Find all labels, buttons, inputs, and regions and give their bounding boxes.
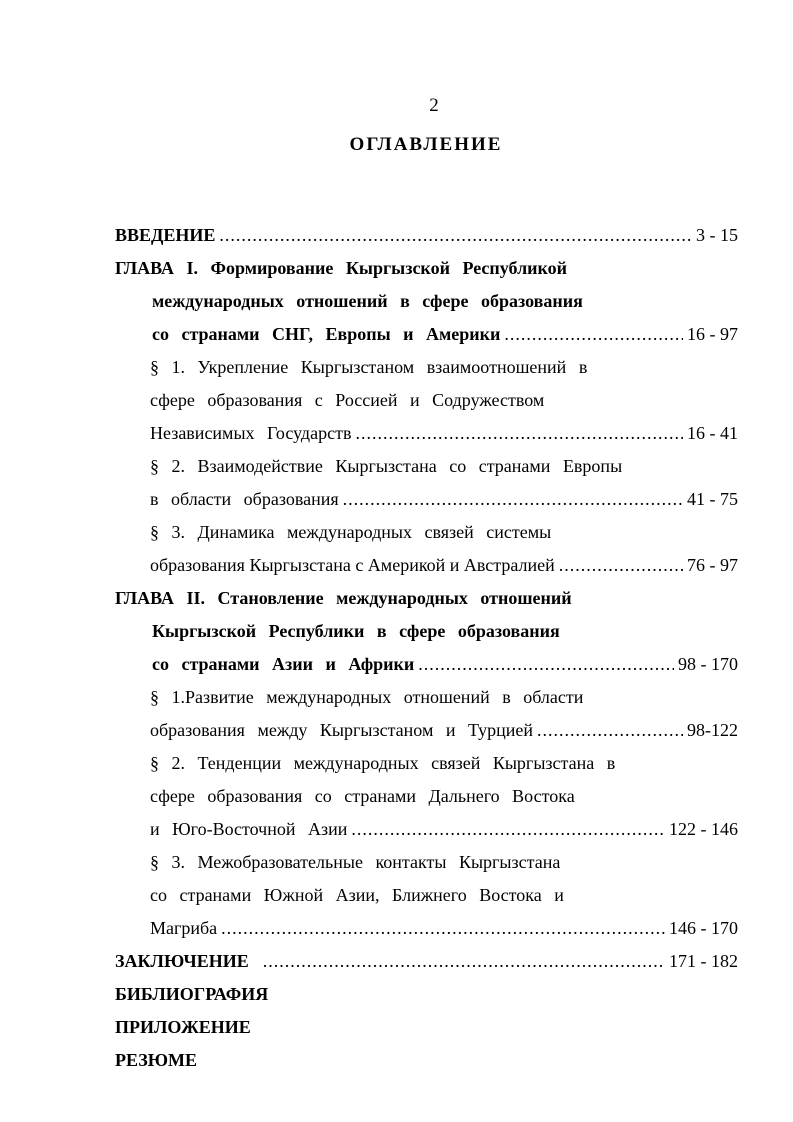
dot-leader: [219, 221, 692, 249]
toc-entry-appendix: ПРИЛОЖЕНИЕ: [115, 1017, 251, 1037]
dot-leader: [559, 551, 683, 579]
dot-leader: [537, 716, 683, 744]
toc-entry-introduction: [115, 221, 738, 254]
toc-entry-text: ЗАКЛЮЧЕНИЕ: [115, 951, 249, 971]
toc-entry-pages: 41 - 75: [687, 489, 738, 509]
toc-entry-pages: 3 - 15: [696, 225, 738, 245]
toc-title: ОГЛАВЛЕНИЕ: [349, 134, 503, 155]
toc-section-2-2-line-2: сфере образования со странами Дальнего Востока: [150, 786, 575, 806]
toc-entry-text: со странами СНГ, Европы и Америки: [152, 324, 501, 344]
toc-chapter-2-line-1: ГЛАВА II. Становление международных отношений: [115, 588, 572, 608]
toc-entry-text: и Юго-Восточной Азии: [150, 819, 348, 839]
toc-section-1-1-line-3: [115, 419, 738, 452]
toc-section-2-3-line-1: § 3. Межобразовательные контакты Кыргызстана: [150, 852, 561, 872]
dot-leader: [351, 815, 665, 843]
toc-entry-pages: 146 - 170: [669, 918, 738, 938]
toc-chapter-2-line-3: [115, 650, 738, 683]
toc-section-2-2-line-1: § 2. Тенденции международных связей Кыргызстана в: [150, 753, 616, 773]
toc-entry-pages: 76 - 97: [687, 555, 738, 575]
page-number: 2: [429, 95, 439, 116]
toc-section-2-1-line-1: § 1.Развитие международных отношений в области: [150, 687, 584, 707]
dot-leader: [343, 485, 683, 513]
toc-chapter-1-line-3: [115, 320, 738, 353]
toc-entry-pages: 16 - 41: [687, 423, 738, 443]
toc-chapter-1-line-2: международных отношений в сфере образования: [152, 291, 583, 311]
dot-leader: [418, 650, 674, 678]
toc-section-1-1-line-2: сфере образования с Россией и Содружеством: [150, 390, 545, 410]
toc-entry-text: образования Кыргызстана с Америкой и Австралией: [150, 555, 555, 575]
toc-entry-summary: РЕЗЮМЕ: [115, 1050, 197, 1070]
toc-entry-text: со странами Азии и Африки: [152, 654, 415, 674]
toc-entry-text: Независимых Государств: [150, 423, 352, 443]
toc-entry-text: образования между Кыргызстаном и Турцией: [150, 720, 533, 740]
toc-entry-pages: 16 - 97: [687, 324, 738, 344]
toc-section-1-2-line-1: § 2. Взаимодействие Кыргызстана со странами Европы: [150, 456, 623, 476]
toc-entry-conclusion: [115, 947, 738, 980]
toc-entry-text: в области образования: [150, 489, 339, 509]
toc-section-1-3-line-2: [115, 551, 738, 584]
toc-section-1-3-line-1: § 3. Динамика международных связей системы: [150, 522, 552, 542]
toc-entry-text: ВВЕДЕНИЕ: [115, 225, 216, 245]
toc-entry-bibliography: БИБЛИОГРАФИЯ: [115, 984, 269, 1004]
toc-entry-pages: 98-122: [687, 720, 738, 740]
toc-section-2-3-line-2: со странами Южной Азии, Ближнего Востока и: [150, 885, 564, 905]
toc-entry-pages: 98 - 170: [678, 654, 738, 674]
toc-chapter-2-line-2: Кыргызской Республики в сфере образования: [152, 621, 560, 641]
toc-section-1-2-line-2: [115, 485, 738, 518]
toc-entry-pages: 171 - 182: [669, 951, 738, 971]
toc-section-1-1-line-1: § 1. Укрепление Кыргызстаном взаимоотношений в: [150, 357, 588, 377]
toc-entry-text: Магриба: [150, 918, 218, 938]
toc-section-2-3-line-3: [115, 914, 738, 947]
toc-chapter-1-line-1: ГЛАВА I. Формирование Кыргызской Республикой: [115, 258, 568, 278]
dot-leader: [504, 320, 683, 348]
dot-leader: [263, 947, 665, 975]
dot-leader: [221, 914, 665, 942]
table-of-contents: [115, 221, 738, 1079]
toc-section-2-1-line-2: [115, 716, 738, 749]
toc-entry-pages: 122 - 146: [669, 819, 738, 839]
dot-leader: [355, 419, 683, 447]
toc-section-2-2-line-3: [115, 815, 738, 848]
